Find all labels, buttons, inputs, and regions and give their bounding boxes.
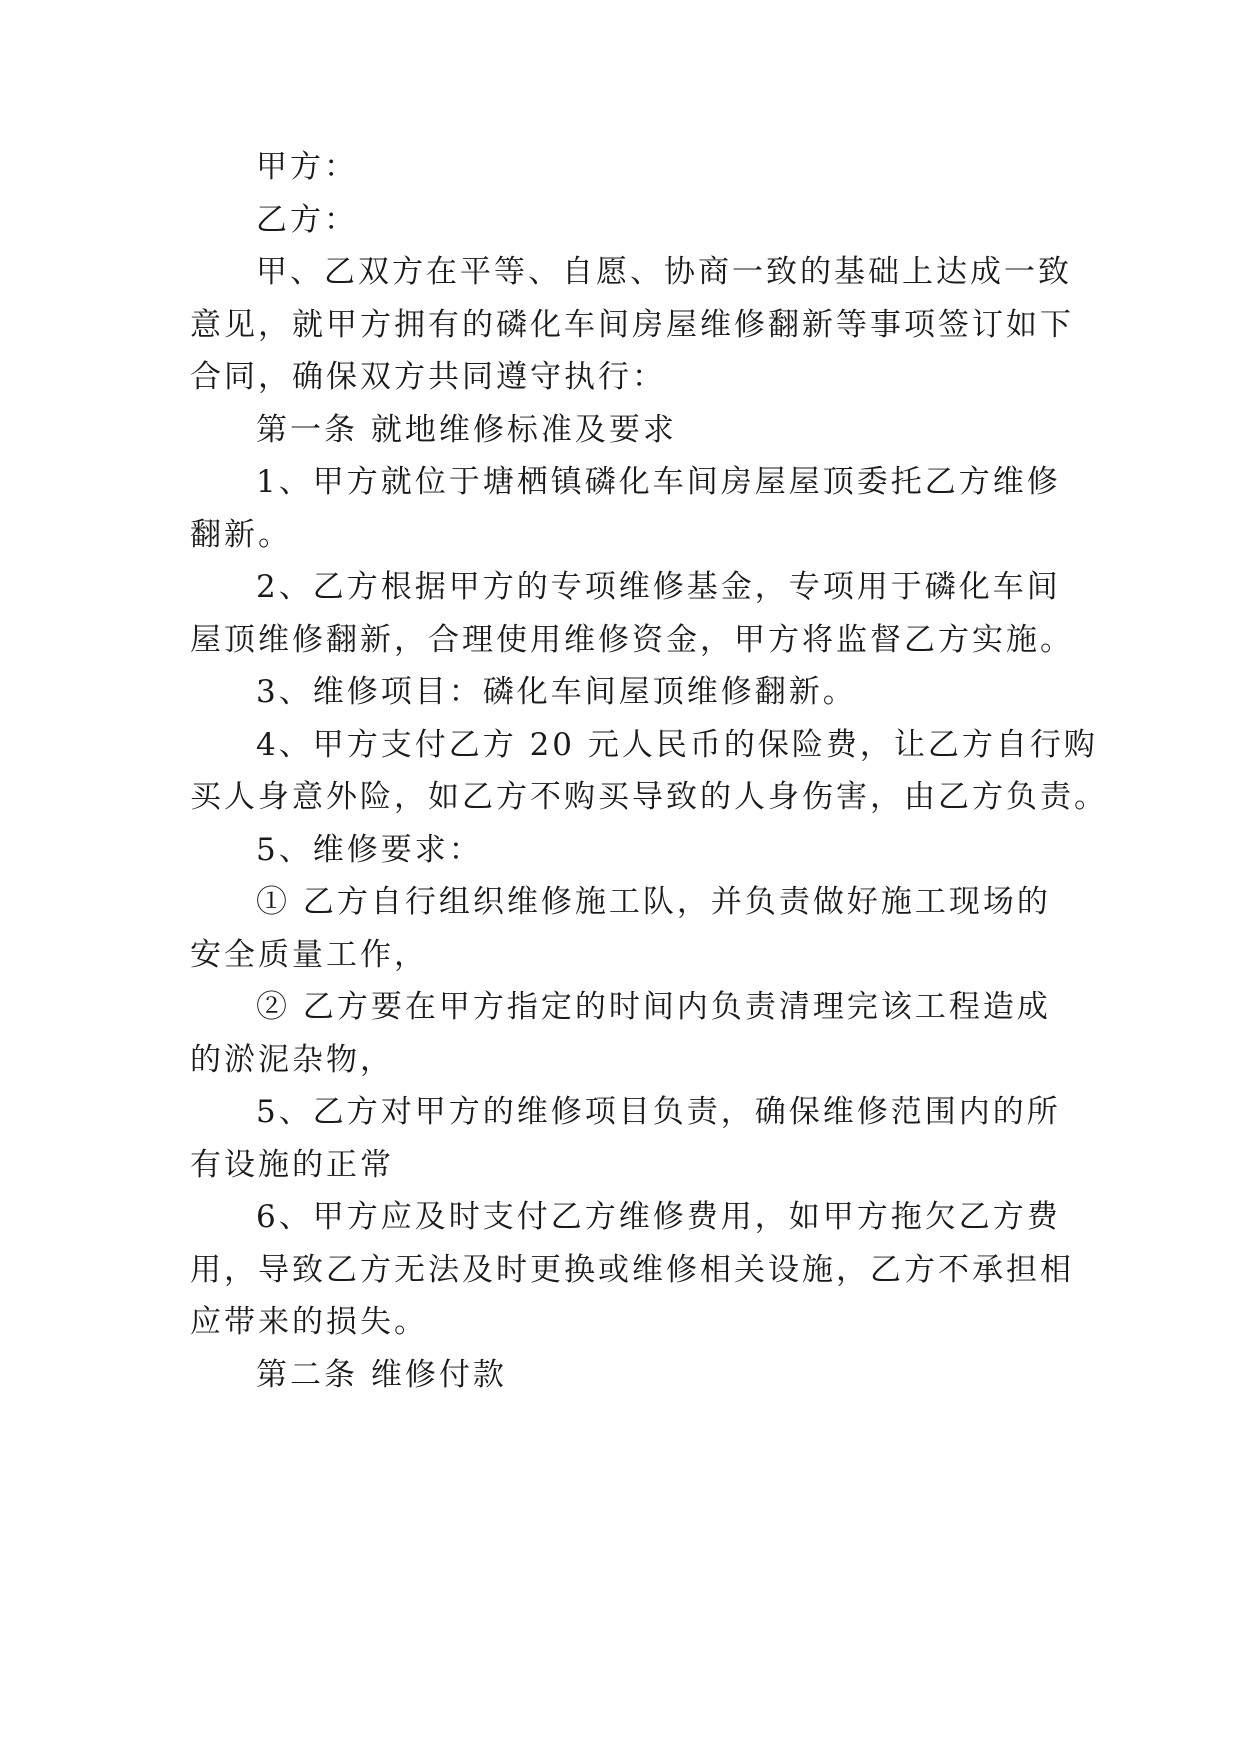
- clause-2-line-2: 屋顶维修翻新，合理使用维修资金，甲方将监督乙方实施。: [190, 622, 1074, 658]
- requirement-1-line-2: 安全质量工作，: [190, 937, 428, 973]
- preamble-line-3: 合同，确保双方共同遵守执行：: [190, 359, 666, 395]
- clause-4-line-2: 买人身意外险，如乙方不购买导致的人身伤害，由乙方负责。: [190, 779, 1108, 815]
- clause-6-line-3: 应带来的损失。: [190, 1304, 428, 1340]
- clause-1-line-2: 翻新。: [190, 517, 292, 553]
- clause-6-line-2: 用，导致乙方无法及时更换或维修相关设施，乙方不承担相: [190, 1252, 1074, 1288]
- clause-1-line-1: 1、甲方就位于塘栖镇磷化车间房屋屋顶委托乙方维修: [256, 464, 1061, 500]
- party-a-line: 甲方：: [256, 149, 358, 185]
- clause-5-heading: 5、维修要求：: [256, 832, 483, 868]
- article-1-heading: 第一条 就地维修标准及要求: [256, 412, 677, 448]
- requirement-2-line-2: 的淤泥杂物，: [190, 1042, 394, 1078]
- party-b-line: 乙方：: [256, 202, 358, 238]
- article-2-heading: 第二条 维修付款: [256, 1357, 507, 1393]
- requirement-2-line-1: ② 乙方要在甲方指定的时间内负责清理完该工程造成: [256, 989, 1051, 1025]
- clause-6-line-1: 6、甲方应及时支付乙方维修费用，如甲方拖欠乙方费: [256, 1199, 1061, 1235]
- clause-5b-line-1: 5、乙方对甲方的维修项目负责，确保维修范围内的所: [256, 1094, 1061, 1130]
- clause-5b-line-2: 有设施的正常: [190, 1147, 394, 1183]
- preamble-line-2: 意见，就甲方拥有的磷化车间房屋维修翻新等事项签订如下: [190, 307, 1074, 343]
- clause-3-line: 3、维修项目：磷化车间屋顶维修翻新。: [256, 674, 857, 710]
- clause-2-line-1: 2、乙方根据甲方的专项维修基金，专项用于磷化车间: [256, 569, 1061, 605]
- requirement-1-line-1: ① 乙方自行组织维修施工队，并负责做好施工现场的: [256, 884, 1051, 920]
- clause-4-line-1: 4、甲方支付乙方 20 元人民币的保险费，让乙方自行购: [256, 727, 1098, 763]
- preamble-line-1: 甲、乙双方在平等、自愿、协商一致的基础上达成一致: [256, 254, 1072, 290]
